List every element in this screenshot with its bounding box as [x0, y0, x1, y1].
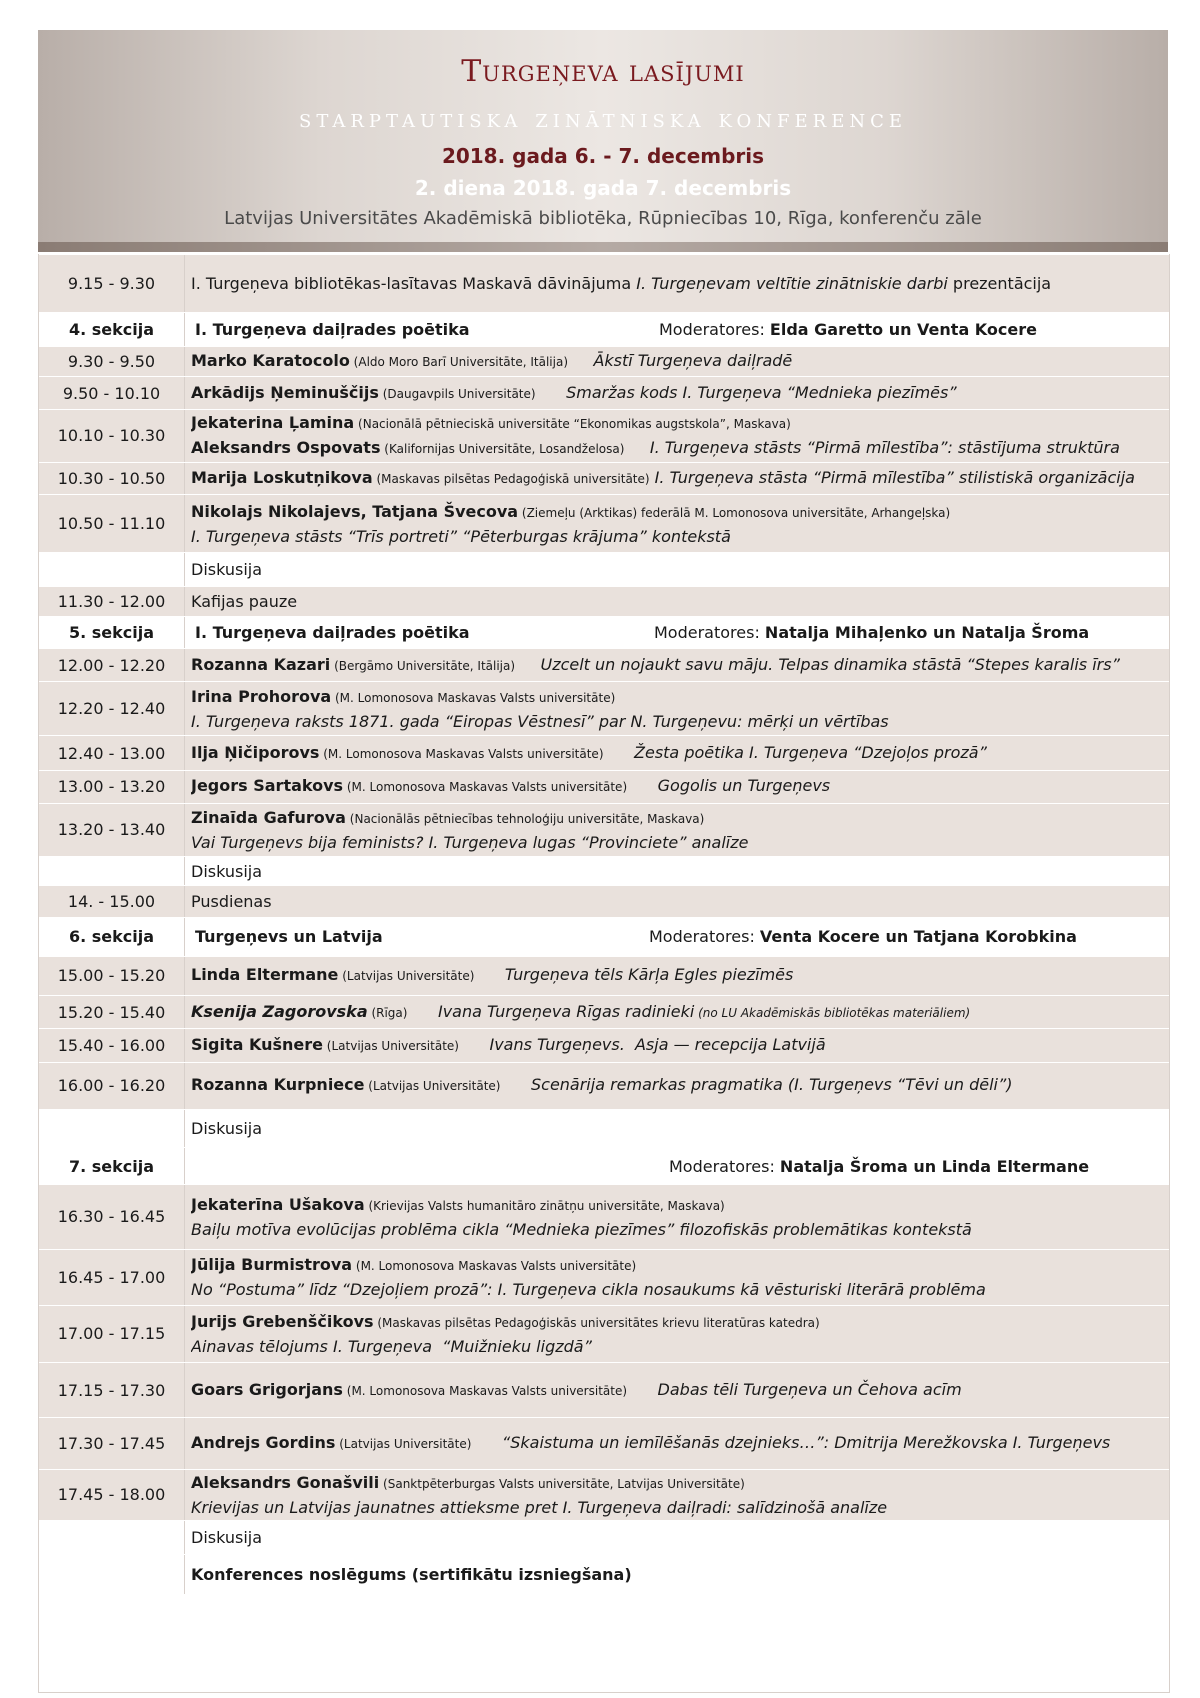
- detail-line: [191, 1218, 1165, 1241]
- header-banner: [38, 30, 1168, 252]
- detail-line: [191, 1278, 1165, 1301]
- detail-line: [191, 525, 1165, 548]
- detail-line: [191, 1496, 1165, 1519]
- affiliation: (Maskavas pilsētas Pedagoģiskā universitāte): [372, 471, 650, 486]
- schedule-row: [39, 885, 1169, 917]
- time-slot: [39, 1521, 185, 1554]
- detail-line: [191, 272, 1165, 295]
- schedule-row: [39, 1417, 1169, 1469]
- session-details: [191, 347, 1165, 377]
- session-details: [191, 771, 1165, 803]
- talk-title: Turgeņeva tēls Kārļa Egles piezīmēs: [504, 965, 794, 985]
- speaker-name: Jurijs Grebenščikovs: [191, 1311, 374, 1331]
- time-slot: 16.00 - 16.20: [39, 1063, 185, 1109]
- moderators: [669, 1148, 1089, 1184]
- speaker-name: Marko Karatocolo: [191, 350, 350, 370]
- moderators-names: Venta Kocere un Tatjana Korobkina: [759, 927, 1077, 947]
- session-details: [191, 1470, 1165, 1520]
- text: Diskusija: [191, 1119, 263, 1139]
- speaker-name: Arkādijs Ņeminuščijs: [191, 382, 379, 402]
- session-details: [191, 1029, 1165, 1062]
- time-slot: 17.00 - 17.15: [39, 1306, 185, 1362]
- detail-line: [191, 831, 1165, 854]
- detail-line: [191, 890, 1165, 913]
- detail-line: [191, 1310, 1165, 1335]
- detail-line: [191, 1193, 1165, 1218]
- section-title: Turgeņevs un Latvija: [195, 927, 383, 947]
- text: [536, 383, 567, 402]
- affiliation: (Maskavas pilsētas Pedagoģiskās universitātes krievu literatūras katedra): [373, 1315, 820, 1330]
- conference-venue: Latvijas Universitātes Akadēmiskā bibliotēka, Rūpniecības 10, Rīga, konferenču zāle: [224, 208, 982, 229]
- talk-title: Gogolis un Turgeņevs: [657, 776, 831, 796]
- session-details: [191, 463, 1165, 495]
- talk-title: I. Turgeņeva stāsts “Trīs portreti” “Pēterburgas krājuma” kontekstā: [191, 526, 731, 546]
- session-details: [191, 1521, 1165, 1554]
- text: [627, 776, 658, 795]
- schedule-row: [39, 956, 1169, 995]
- schedule-row: [39, 1362, 1169, 1417]
- talk-title: “Skaistuma un iemīlēšanās dzejnieks…”: Dmitrija Merežkovska I. Turgeņevs: [501, 1433, 1111, 1453]
- time-slot: [39, 1555, 185, 1594]
- speaker-name: Konferences noslēgums (sertifikātu izsniegšana): [191, 1565, 632, 1585]
- speaker-name: Linda Eltermane: [191, 965, 339, 985]
- detail-line: [191, 558, 1165, 581]
- session-details: [191, 1110, 1165, 1147]
- speaker-name: Aleksandrs Gonašvili: [191, 1472, 380, 1492]
- section-header-row: [39, 917, 1169, 956]
- affiliation: (Bergāmo Universitāte, Itālija): [330, 658, 516, 673]
- detail-line: [191, 349, 1165, 374]
- speaker-name: Andrejs Gordins: [191, 1433, 336, 1453]
- detail-line: [191, 1073, 1165, 1098]
- session-details: [191, 682, 1165, 735]
- text: [459, 1035, 490, 1054]
- speaker-name: Aleksandrs Ospovats: [191, 437, 381, 457]
- session-details: [191, 587, 1165, 616]
- schedule-row: [39, 1554, 1169, 1594]
- time-slot: 9.15 - 9.30: [39, 255, 185, 312]
- session-details: [191, 1363, 1165, 1417]
- schedule-row: [39, 995, 1169, 1029]
- schedule-row: [39, 1520, 1169, 1554]
- schedule-row: [39, 462, 1169, 495]
- detail-line: [191, 500, 1165, 525]
- talk-title: Uzcelt un nojaukt savu māju. Telpas dinamika stāstā “Stepes karalis īrs”: [540, 654, 1120, 674]
- time-slot: 14. - 15.00: [39, 886, 185, 917]
- moderators-label: Moderatores:: [654, 623, 765, 643]
- time-slot: 17.15 - 17.30: [39, 1363, 185, 1417]
- conference-subtitle: starptautiska zinātniska konference: [298, 104, 907, 133]
- talk-title: Baiļu motīva evolūcijas problēma cikla “Mednieka piezīmes” filozofiskās problemātikas kontekstā: [191, 1219, 972, 1239]
- detail-line: [191, 1563, 1165, 1586]
- affiliation: (Daugavpils Universitāte): [378, 386, 536, 401]
- detail-line: [191, 1033, 1165, 1058]
- affiliation: (Latvijas Universitāte): [335, 1437, 472, 1452]
- detail-line: [191, 590, 1165, 613]
- schedule-row: [39, 1062, 1169, 1109]
- talk-title: Vai Turgeņevs bija feminists? I. Turgeņeva lugas “Provinciete” analīze: [191, 832, 749, 852]
- talk-title: I. Turgeņevam veltītie zinātniskie darbi: [636, 274, 948, 293]
- schedule-row: [39, 735, 1169, 769]
- affiliation: (Latvijas Universitāte): [338, 969, 475, 984]
- speaker-name: Sigita Kušnere: [191, 1035, 323, 1055]
- talk-title: I. Turgeņeva stāsta “Pirmā mīlestība” stilistiskā organizācija: [654, 467, 1135, 487]
- speaker-name: Goars Grigorjans: [191, 1379, 343, 1399]
- session-details: [191, 1063, 1165, 1109]
- affiliation: (Nacionālā pētnieciskā universitāte “Ekonomikas augstskola”, Maskava): [354, 416, 791, 431]
- moderators-label: Moderatores:: [649, 927, 760, 947]
- talk-title: Dabas tēli Turgeņeva un Čehova acīm: [657, 1379, 962, 1399]
- text: [604, 743, 635, 762]
- text: [500, 1075, 531, 1094]
- session-details: [191, 996, 1165, 1029]
- schedule-row: [39, 770, 1169, 803]
- talk-title: Smaržas kods I. Turgeņeva “Mednieka piezīmēs”: [566, 382, 957, 402]
- schedule-table: [38, 254, 1170, 1693]
- time-slot: 15.20 - 15.40: [39, 996, 185, 1029]
- text: [471, 1433, 502, 1452]
- session-details: [191, 495, 1165, 552]
- session-details: [191, 1306, 1165, 1362]
- text: [515, 655, 540, 674]
- session-details: [191, 377, 1165, 409]
- detail-line: [191, 1471, 1165, 1496]
- time-slot: 11.30 - 12.00: [39, 587, 185, 616]
- text: [624, 438, 649, 457]
- session-details: [191, 649, 1165, 681]
- detail-line: [191, 1253, 1165, 1278]
- detail-line: [191, 963, 1165, 988]
- speaker-name: Jekaterina Ļamina: [191, 412, 355, 432]
- section-header-row: [39, 312, 1169, 346]
- detail-line: [191, 741, 1165, 766]
- affiliation: (M. Lomonosova Maskavas Valsts universitāte): [342, 1383, 628, 1398]
- text: I. Turgeņeva bibliotēkas-lasītavas Maskavā dāvinājuma: [191, 274, 637, 293]
- affiliation: (Kalifornijas Universitāte, Losandželosa): [380, 441, 625, 456]
- session-details: [191, 736, 1165, 769]
- speaker-name: Rozanna Kazari: [191, 654, 331, 674]
- speaker-name: Zinaīda Gafurova: [191, 807, 346, 827]
- detail-line: [191, 685, 1165, 710]
- time-slot: 9.30 - 9.50: [39, 347, 185, 377]
- affiliation: (M. Lomonosova Maskavas Valsts universitāte): [352, 1259, 637, 1274]
- speaker-name: Ilja Ņičiporovs: [191, 742, 320, 762]
- schedule-row: [39, 648, 1169, 681]
- session-details: [191, 553, 1165, 586]
- session-details: [191, 804, 1165, 856]
- section-number: 7. sekcija: [39, 1148, 185, 1184]
- speaker-name: Marija Loskutņikova: [191, 467, 373, 487]
- time-slot: 13.00 - 13.20: [39, 771, 185, 803]
- talk-title: Krievijas un Latvijas jaunatnes attieksme pret I. Turgeņeva daiļradi: salīdzinošā analīze: [191, 1497, 888, 1517]
- moderators-names: Natalja Mihaļenko un Natalja Šroma: [764, 623, 1090, 643]
- detail-line: [191, 411, 1165, 436]
- schedule-row: [39, 1109, 1169, 1147]
- talk-title: I. Turgeņeva stāsts “Pirmā mīlestība”: stāstījuma struktūra: [649, 437, 1120, 457]
- talk-title: No “Postuma” līdz “Dzejoļiem prozā”: I. Turgeņeva cikla nosaukums kā vēsturiski literārā problēma: [191, 1280, 986, 1300]
- time-slot: 9.50 - 10.10: [39, 377, 185, 409]
- detail-line: [191, 1000, 1165, 1025]
- session-details: [191, 957, 1165, 995]
- speaker-name: Nikolajs Nikolajevs, Tatjana Švecova: [191, 501, 519, 521]
- moderators: [659, 313, 1037, 346]
- time-slot: 12.20 - 12.40: [39, 682, 185, 735]
- detail-line: [191, 653, 1165, 678]
- conference-dates: 2018. gada 6. - 7. decembris: [441, 144, 765, 168]
- section-number: 6. sekcija: [39, 918, 185, 956]
- speaker-name: Jegors Sartakovs: [191, 776, 344, 796]
- text: [568, 351, 593, 370]
- section-number: 4. sekcija: [39, 313, 185, 346]
- text: Pusdienas: [191, 891, 272, 911]
- schedule-row: [39, 1028, 1169, 1062]
- moderators-label: Moderatores:: [659, 319, 770, 339]
- text: Diskusija: [191, 861, 263, 881]
- text: prezentācija: [947, 274, 1052, 293]
- schedule-row: [39, 409, 1169, 462]
- session-details: [191, 1185, 1165, 1248]
- detail-line: [191, 774, 1165, 799]
- schedule-row: [39, 586, 1169, 616]
- moderators-names: Natalja Šroma un Linda Eltermane: [779, 1156, 1090, 1176]
- detail-line: [191, 1526, 1165, 1549]
- time-slot: [39, 553, 185, 586]
- session-details: [191, 1418, 1165, 1469]
- time-slot: [39, 857, 185, 885]
- speaker-name: Rozanna Kurpniece: [191, 1075, 365, 1095]
- schedule-row: [39, 1305, 1169, 1362]
- schedule-row: [39, 1249, 1169, 1305]
- talk-title: Ainavas tēlojums I. Turgeņeva “Muižnieku ligzdā”: [191, 1336, 592, 1356]
- schedule-row: [39, 552, 1169, 586]
- time-slot: 16.45 - 17.00: [39, 1250, 185, 1305]
- affiliation: (Latvijas Universitāte): [364, 1079, 501, 1094]
- moderators: [649, 918, 1077, 956]
- affiliation: (M. Lomonosova Maskavas Valsts universitāte): [331, 690, 616, 705]
- detail-line: [191, 381, 1165, 406]
- time-slot: 15.40 - 16.00: [39, 1029, 185, 1062]
- time-slot: 10.10 - 10.30: [39, 410, 185, 462]
- affiliation: (Ziemeļu (Arktikas) federālā M. Lomonosova universitāte, Arhangeļska): [518, 505, 951, 520]
- schedule-row: [39, 856, 1169, 885]
- affiliation: (M. Lomonosova Maskavas Valsts universitāte): [343, 780, 628, 795]
- talk-title: I. Turgeņeva raksts 1871. gada “Eiropas Vēstnesī” par N. Turgeņevu: mērķi un vērtības: [191, 711, 889, 731]
- moderators: [654, 617, 1089, 649]
- detail-line: [191, 806, 1165, 831]
- detail-line: [191, 1335, 1165, 1358]
- session-details: [191, 255, 1165, 312]
- conference-title: Turgeņeva lasījumi: [461, 54, 745, 89]
- affiliation: (no LU Akadēmiskās bibliotēkas materiāliem): [694, 1005, 971, 1020]
- detail-line: [191, 1378, 1165, 1403]
- affiliation: (Krievijas Valsts humanitāro zinātņu universitāte, Maskava): [364, 1198, 725, 1213]
- speaker-name: Jūlija Burmistrova: [191, 1255, 353, 1275]
- speaker-name: Jekaterīna Ušakova: [191, 1194, 365, 1214]
- text: Diskusija: [191, 1527, 263, 1547]
- section-header-row: [39, 616, 1169, 649]
- moderators-label: Moderatores:: [669, 1156, 780, 1176]
- talk-title: Žesta poētika I. Turgeņeva “Dzejoļos prozā”: [634, 742, 987, 762]
- conference-day: 2. diena 2018. gada 7. decembris: [414, 176, 792, 200]
- detail-line: [191, 710, 1165, 733]
- schedule-row: [39, 803, 1169, 856]
- session-details: [191, 857, 1165, 885]
- schedule-row: [39, 1184, 1169, 1248]
- moderators-names: Elda Garetto un Venta Kocere: [769, 319, 1037, 339]
- section-number: 5. sekcija: [39, 617, 185, 649]
- time-slot: 17.30 - 17.45: [39, 1418, 185, 1469]
- time-slot: 10.50 - 11.10: [39, 495, 185, 552]
- section-title: I. Turgeņeva daiļrades poētika: [195, 319, 470, 339]
- schedule-row: [39, 376, 1169, 409]
- detail-line: [191, 1117, 1165, 1140]
- banner-divider: [38, 242, 1168, 252]
- section-title: I. Turgeņeva daiļrades poētika: [195, 623, 470, 643]
- time-slot: 17.45 - 18.00: [39, 1470, 185, 1520]
- talk-title: Ākstī Turgeņeva daiļradē: [593, 350, 793, 370]
- text: Kafijas pauze: [191, 591, 298, 611]
- text: [627, 1380, 658, 1399]
- time-slot: 15.00 - 15.20: [39, 957, 185, 995]
- session-details: [191, 410, 1165, 462]
- time-slot: 12.00 - 12.20: [39, 649, 185, 681]
- time-slot: 16.30 - 16.45: [39, 1185, 185, 1248]
- affiliation: (Latvijas Universitāte): [322, 1039, 459, 1054]
- affiliation: (Aldo Moro Barī Universitāte, Itālija): [349, 354, 568, 369]
- affiliation: (M. Lomonosova Maskavas Valsts universitāte): [319, 746, 604, 761]
- time-slot: 13.20 - 13.40: [39, 804, 185, 856]
- schedule-row: [39, 494, 1169, 552]
- schedule-row: [39, 681, 1169, 735]
- session-details: [191, 886, 1165, 917]
- talk-title: Ivana Turgeņeva Rīgas radinieki: [437, 1001, 695, 1021]
- schedule-row: [39, 1469, 1169, 1520]
- text: Diskusija: [191, 560, 263, 580]
- talk-title: Ivans Turgeņevs. Asja — recepcija Latvijā: [489, 1035, 826, 1055]
- text: [474, 965, 505, 984]
- affiliation: (Rīga): [367, 1005, 408, 1020]
- talk-title: Scenārija remarkas pragmatika (I. Turgeņevs “Tēvi un dēli”): [530, 1075, 1013, 1095]
- section-header-row: [39, 1147, 1169, 1184]
- time-slot: [39, 1110, 185, 1147]
- text: [407, 1002, 438, 1021]
- time-slot: 10.30 - 10.50: [39, 463, 185, 495]
- detail-line: [191, 860, 1165, 883]
- speaker-name: Ksenija Zagorovska: [191, 1001, 368, 1021]
- session-details: [191, 1555, 1165, 1594]
- schedule-row: [39, 254, 1169, 312]
- affiliation: (Nacionālās pētniecības tehnoloģiju universitāte, Maskava): [345, 811, 705, 826]
- detail-line: [191, 466, 1165, 491]
- detail-line: [191, 1431, 1165, 1456]
- detail-line: [191, 436, 1165, 461]
- speaker-name: Irina Prohorova: [191, 686, 332, 706]
- schedule-row: [39, 346, 1169, 377]
- session-details: [191, 1250, 1165, 1305]
- time-slot: 12.40 - 13.00: [39, 736, 185, 769]
- affiliation: (Sanktpēterburgas Valsts universitāte, Latvijas Universitāte): [379, 1476, 745, 1491]
